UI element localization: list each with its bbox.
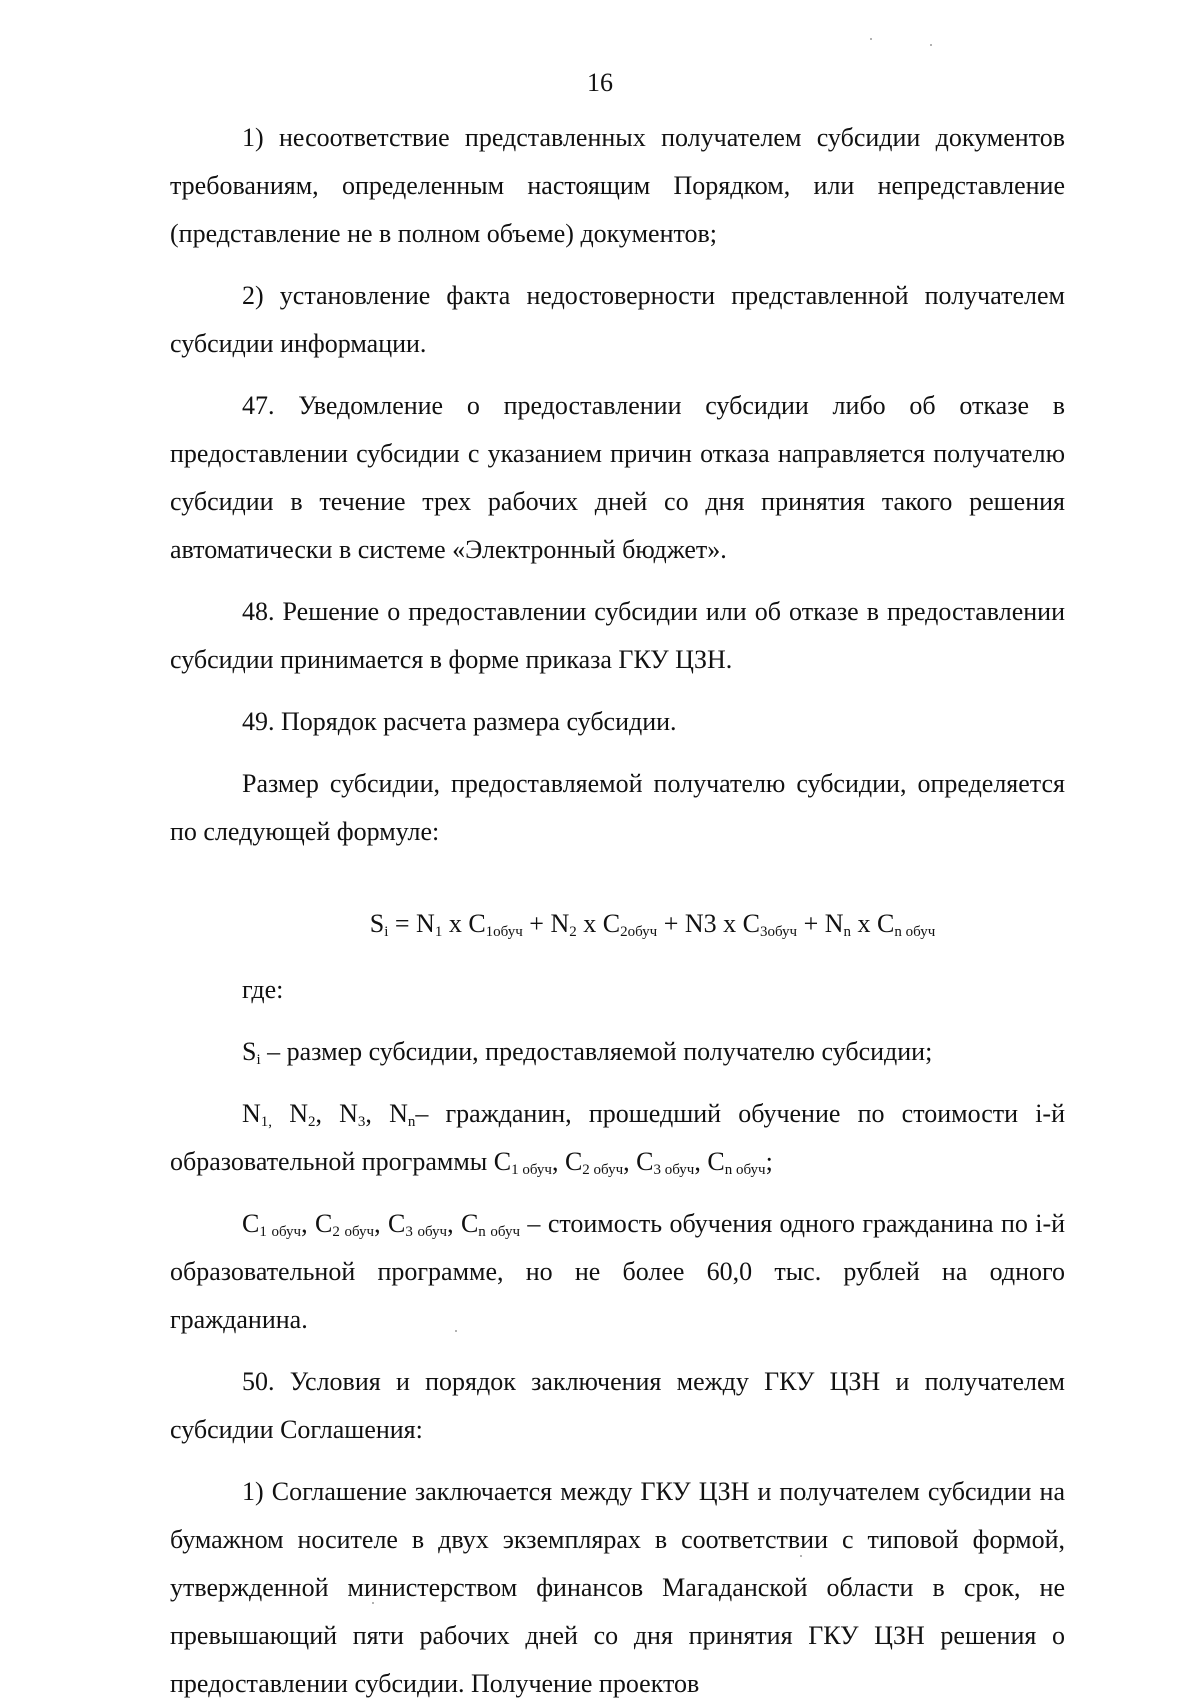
scan-speck <box>870 38 872 40</box>
document-body <box>170 114 1065 1708</box>
scan-speck <box>372 1602 374 1604</box>
paragraph-47: 47. Уведомление о предоставлении субсидии либо об отказе в предоставлении субсидии с указанием причин отказа направляется получателю субсидии в течение трех рабочих дней со дня принятия такого решения автоматически в системе «Электронный бюджет». <box>170 391 1065 564</box>
paragraph-item-2: 2) установление факта недостоверности представленной получателем субсидии информации. <box>170 281 1065 358</box>
definition-N: $N_{1,}$ $N_2$, $N_3$, $N_n-$ гражданин, прошедший обучение по стоимости i-й образовательной программы $C_{1 обуч}$, $C_{2 обуч}$, $C_{3 обуч}$, $C_{n обуч}$; <box>170 1099 1065 1178</box>
scan-speck <box>800 1555 802 1557</box>
formula-where-label: где: <box>242 975 284 1004</box>
page-number: 16 <box>587 68 613 97</box>
paragraph-48: 48. Решение о предоставлении субсидии или об отказе в предоставлении субсидии принимается в форме приказа ГКУ ЦЗН. <box>170 597 1065 674</box>
paragraph-item-1: 1) несоответствие представленных получателем субсидии документов требованиям, определенным настоящим Порядком, или непредставление (представление не в полном объеме) документов; <box>170 123 1065 248</box>
scan-speck <box>455 1330 457 1332</box>
paragraph-50-item-1: 1) Соглашение заключается между ГКУ ЦЗН и получателем субсидии на бумажном носителе в двух экземплярах в соответствии с типовой формой, утвержденной министерством финансов Магаданской области в срок, не превышающий пяти рабочих дней со дня принятия ГКУ ЦЗН решения о предоставлении субсидии. Получение проектов <box>170 1477 1065 1698</box>
paragraph-formula-intro: Размер субсидии, предоставляемой получателю субсидии, определяется по следующей формуле: <box>170 769 1065 846</box>
paragraph-50: 50. Условия и порядок заключения между ГКУ ЦЗН и получателем субсидии Соглашения: <box>170 1367 1065 1444</box>
definition-C: $C_{1 обуч}$, $C_{2 обуч}$, $C_{3 обуч}$, $C_{n обуч}$ – стоимость обучения одного гражданина по i-й образовательной программе, но не более 60,0 тыс. рублей на одного гражданина. <box>170 1209 1066 1334</box>
paragraph-49: 49. Порядок расчета размера субсидии. <box>242 707 677 736</box>
subsidy-formula: $S_i = N_1$ x $C_{1обуч} + N_2$ x $C_{2обуч} + N3$ x $C_{3обуч} + N_n$ x $C_{n обуч}$ <box>369 909 936 940</box>
scan-speck <box>930 44 932 46</box>
definition-S: $S_i$ – размер субсидии, предоставляемой получателю субсидии; <box>242 1037 933 1068</box>
